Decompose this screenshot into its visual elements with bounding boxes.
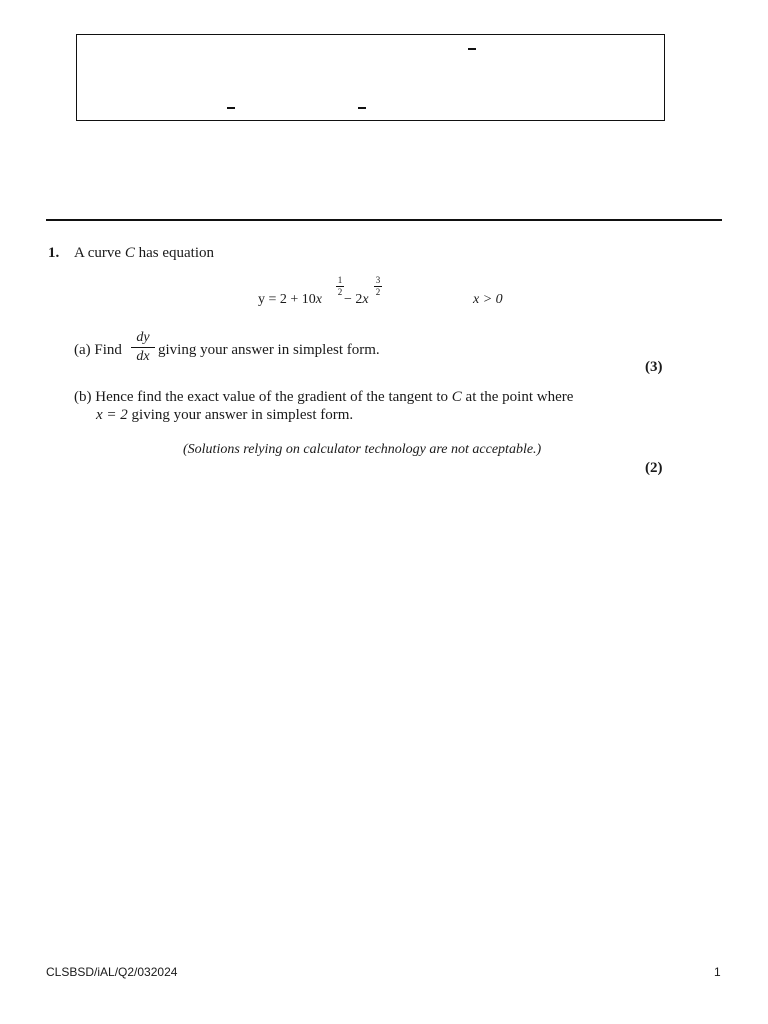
question-number: 1.	[48, 245, 60, 261]
domain-condition: x > 0	[473, 292, 503, 307]
exponent-half: 1 2	[337, 275, 343, 297]
part-a-marks: (3)	[645, 359, 663, 375]
part-b-marks: (2)	[645, 460, 663, 476]
page-number: 1	[714, 965, 721, 979]
curve-equation: y = 2 + 10x 1 2 − 2x 3 2	[258, 275, 381, 307]
footer-code: CLSBSD/iAL/Q2/032024	[46, 965, 178, 979]
calculator-note: (Solutions relying on calculator technology are not acceptable.)	[183, 442, 542, 457]
header-dash-right	[358, 107, 366, 109]
header-box	[76, 34, 665, 121]
section-divider	[46, 219, 722, 221]
part-a-label: (a) Find	[74, 342, 122, 358]
header-dash-left	[227, 107, 235, 109]
part-b-line1: (b) Hence find the exact value of the gradient of the tangent to C at the point where	[74, 389, 574, 405]
exponent-three-halves: 3 2	[375, 275, 381, 297]
part-b-line2: x = 2 giving your answer in simplest form.	[96, 407, 354, 423]
part-a-text: giving your answer in simplest form.	[158, 342, 380, 358]
header-dash-top	[468, 48, 476, 50]
question-intro: A curve C has equation	[74, 245, 214, 261]
derivative-fraction: dy dx	[131, 330, 155, 365]
